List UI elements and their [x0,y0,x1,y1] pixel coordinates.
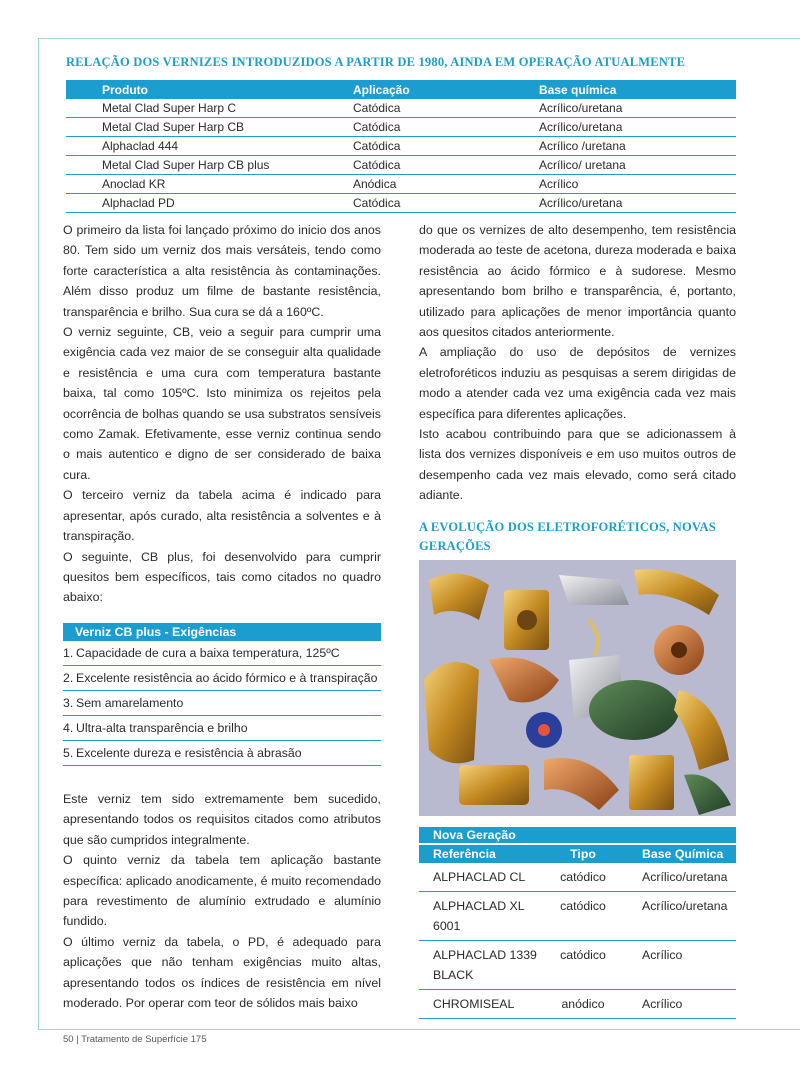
new-generation-table [419,827,736,1019]
cell: Metal Clad Super Harp C [66,99,345,118]
right-column [419,220,736,506]
cell: ALPHACLAD XL 6001 [419,892,538,941]
list-item [63,641,381,666]
table-row [419,941,736,990]
item-text: Ultra-alta transparência e brilho [76,721,248,735]
cell: Acrílico [628,990,736,1019]
requirements-title: Verniz CB plus - Exigências [63,623,381,641]
paragraph: Este verniz tem sido extremamente bem sucedido, apresentando todos os requisitos citados como atributos que são cumpridos integralmente. [63,792,381,847]
cell: anódico [538,990,628,1019]
cell: Acrílico/uretana [531,118,736,137]
section-heading: A EVOLUÇÃO DOS ELETROFORÉTICOS, NOVAS GERAÇÕES [419,520,716,553]
cell: Acrílico/uretana [628,863,736,892]
header-referencia: Referência [419,845,538,863]
header-base-quimica: Base Química [628,845,736,863]
cell: Acrílico/uretana [531,99,736,118]
cell: catódico [538,941,628,990]
cell: Acrílico [628,941,736,990]
paragraph: O seguinte, CB plus, foi desenvolvido para cumprir quesitos bem específicos, tais como citados no quadro abaixo: [63,549,381,605]
cell: Acrílico/ uretana [531,156,736,175]
cell: Anoclad KR [66,175,345,194]
item-number: 3. [63,696,74,710]
table-row [419,892,736,941]
paragraph: Isto acabou contribuindo para que se adicionassem à lista dos vernizes disponíveis e em uso muitos outros de desempenho cada vez mais elevado, como será citado adiante. [419,427,736,503]
cell: Alphaclad PD [66,194,345,213]
cell: Catódica [345,137,531,156]
header-base: Base química [531,80,736,99]
item-number: 4. [63,721,74,735]
cell: Catódica [345,99,531,118]
varnish-table [66,80,736,213]
header-aplicacao: Aplicação [345,80,531,99]
cell: catódico [538,863,628,892]
cell: Catódica [345,156,531,175]
table-heading: RELAÇÃO DOS VERNIZES INTRODUZIDOS A PARTIR DE 1980, AINDA EM OPERAÇÃO ATUALMENTE [66,55,686,69]
cell: Acrílico /uretana [531,137,736,156]
left-column-top [63,220,381,608]
table-row [419,990,736,1019]
item-number: 1. [63,646,74,660]
item-text: Sem amarelamento [76,696,184,710]
metal-parts-illustration [419,560,736,816]
left-column-bottom [63,789,381,1013]
item-number: 5. [63,746,74,760]
item-text: Excelente dureza e resistência à abrasão [76,746,302,760]
paragraph: O quinto verniz da tabela tem aplicação bastante específica: aplicado anodicamente, é muito recomendado para revestimento de alumínio extrudado e alumínio fundido. [63,853,381,929]
cell: Acrílico [531,175,736,194]
table-row [66,137,736,156]
cell: Catódica [345,118,531,137]
header-produto: Produto [66,80,345,99]
paragraph: A ampliação do uso de depósitos de vernizes eletroforéticos induziu as pesquisas a serem dirigidas de modo a atender cada vez uma exigência cada vez mais específica para diferentes aplicações. [419,345,736,421]
cell: Metal Clad Super Harp CB [66,118,345,137]
table-title: Nova Geração [419,827,736,843]
cell: CHROMISEAL [419,990,538,1019]
item-number: 2. [63,671,74,685]
table-row [66,156,736,175]
cell: Acrílico/uretana [531,194,736,213]
table-row [66,175,736,194]
cell: Acrílico/uretana [628,892,736,941]
requirements-box [63,623,381,766]
table-header-row [66,80,736,99]
table-row [66,118,736,137]
table-row [66,194,736,213]
table-header-row [419,845,736,863]
list-item [63,666,381,691]
paragraph: do que os vernizes de alto desempenho, tem resistência moderada ao teste de acetona, dureza moderada e baixa resistência ao ácido fórmico e à sudorese. Mesmo apresentando bom brilho e transparência, é, portanto, utilizado para aplicações de menor importância quanto aos quesitos citados anteriormente. [419,223,736,340]
cell: Alphaclad 444 [66,137,345,156]
page-footer: 50 | Tratamento de Superfície 175 [63,1034,207,1045]
cell: Anódica [345,175,531,194]
list-item [63,691,381,716]
paragraph: O primeiro da lista foi lançado próximo do inicio dos anos 80. Tem sido um verniz dos mais versáteis, tendo como forte característica a alta resistência às contaminações. Além disso produz um filme de bastante resistência, transparência e brilho. Sua cura se dá a 160ºC. [63,223,381,319]
list-item [63,716,381,741]
item-text: Capacidade de cura a baixa temperatura, 125ºC [76,646,340,660]
item-text: Excelente resistência ao ácido fórmico e à transpiração [76,671,378,685]
cell: catódico [538,892,628,941]
product-photo [419,560,736,816]
cell: Catódica [345,194,531,213]
cell: ALPHACLAD 1339 BLACK [419,941,538,990]
table-row [419,863,736,892]
paragraph: O verniz seguinte, CB, veio a seguir para cumprir uma exigência cada vez maior de se conseguir alta qualidade e resistência e uma cura com temperatura bastante baixa, tal como 105ºC. Isto minimiza os rejeitos pela ocorrência de bolhas quando se usa substratos sensíveis como Zamak. Efetivamente, esse verniz continua sendo o mais autentico e digno de ser considerado de baixa cura. [63,325,381,482]
header-tipo: Tipo [538,845,628,863]
cell: Metal Clad Super Harp CB plus [66,156,345,175]
paragraph: O terceiro verniz da tabela acima é indicado para apresentar, após curado, alta resistência a solventes e à transpiração. [63,488,381,544]
table-row [66,99,736,118]
paragraph: O último verniz da tabela, o PD, é adequado para aplicações que não tenham exigências muito altas, apresentando todos os índices de resistência em nível moderado. Por operar com teor de sólidos mais baixo [63,934,381,1011]
cell: ALPHACLAD CL [419,863,538,892]
list-item [63,741,381,766]
